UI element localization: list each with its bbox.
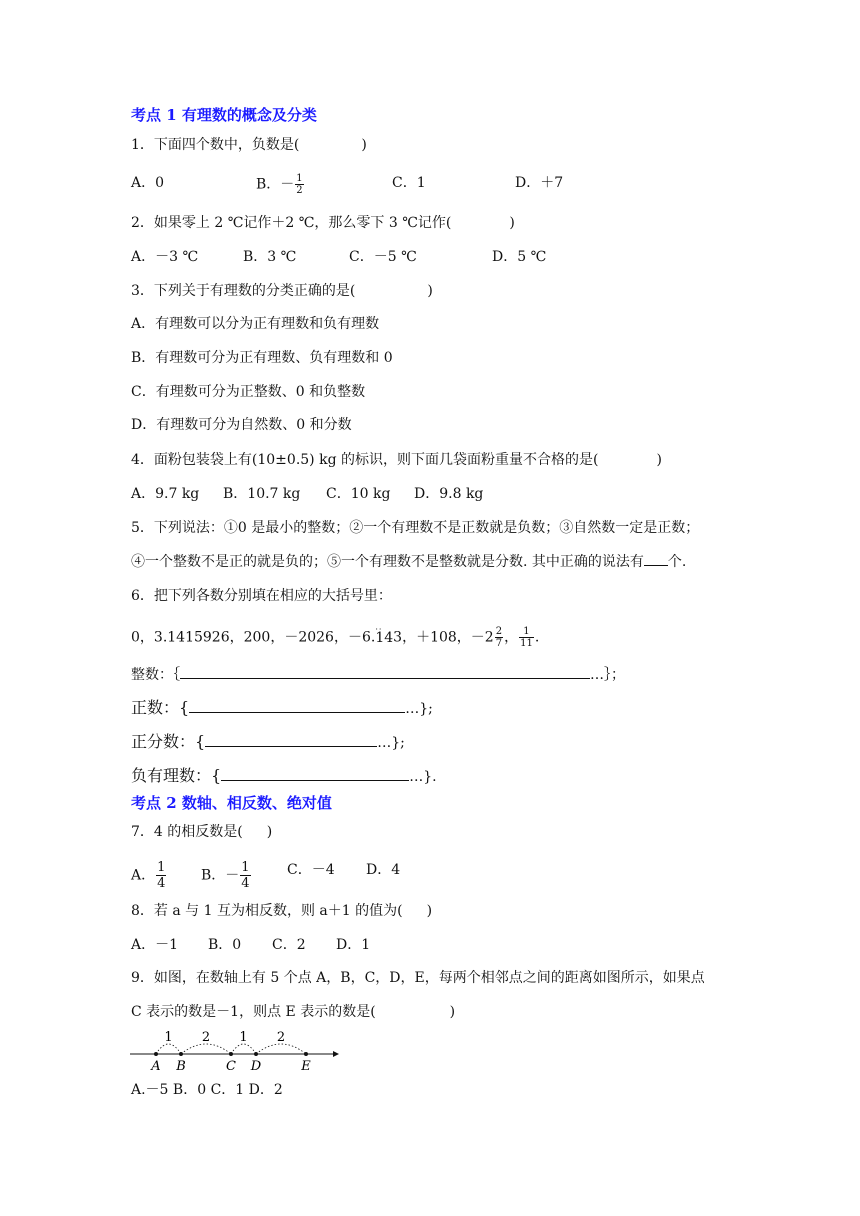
gap-arc-2 bbox=[181, 1044, 231, 1054]
number-line-arrow bbox=[333, 1051, 339, 1057]
question-1-text: 1．下面四个数中，负数是( bbox=[131, 137, 300, 153]
question-3-option-a: A．有理数可以分为正有理数和负有理数 bbox=[131, 316, 380, 332]
question-6-positive-fractions-row: 正分数：{ …}; bbox=[131, 732, 405, 751]
point-label-c: C bbox=[226, 1059, 236, 1074]
question-9-line-1: 9．如图，在数轴上有 5 个点 A，B，C，D，E，每两个相邻点之间的距离如图所示，如果点 bbox=[131, 970, 705, 986]
question-7-option-b: B．－ $\frac{1}{4}$ bbox=[201, 860, 250, 891]
question-7-close: ) bbox=[266, 824, 273, 840]
question-2-option-d: D．5 ℃ bbox=[492, 249, 547, 265]
positive-fractions-answer-blank[interactable] bbox=[205, 732, 377, 747]
question-8-close: ) bbox=[426, 903, 433, 919]
negative-rationals-answer-blank[interactable] bbox=[221, 766, 409, 781]
number-line-figure bbox=[128, 1024, 340, 1076]
question-8-text: 8．若 a 与 1 互为相反数，则 a＋1 的值为( bbox=[131, 903, 403, 919]
question-9-options: A.－5 B．0 C．1 D．2 bbox=[131, 1082, 283, 1098]
question-5-line-1: 5．下列说法：①0 是最小的整数；②一个有理数不是正数就是负数；③自然数一定是正数； bbox=[131, 520, 700, 536]
question-4-option-c: C．10 kg bbox=[326, 486, 391, 502]
point-label-d: D bbox=[250, 1059, 262, 1074]
question-7-option-a: A． $\frac{1}{4}$ bbox=[131, 860, 166, 891]
question-7-text: 7．4 的相反数是( bbox=[131, 824, 243, 840]
question-2-stem bbox=[131, 213, 515, 233]
question-2-option-a: A．－3 ℃ bbox=[131, 249, 199, 265]
question-1-option-d: D．＋7 bbox=[515, 175, 564, 191]
gap-label-3: 1 bbox=[239, 1030, 248, 1045]
question-8-option-c: C．2 bbox=[272, 937, 306, 953]
question-3-option-b: B．有理数可分为正有理数、负有理数和 0 bbox=[131, 350, 393, 366]
question-8-option-b: B．0 bbox=[208, 937, 242, 953]
question-4-option-a: A．9.7 kg bbox=[131, 486, 200, 502]
point-c bbox=[229, 1052, 233, 1056]
question-5-answer-blank[interactable] bbox=[644, 551, 668, 566]
integers-answer-blank[interactable] bbox=[180, 664, 590, 679]
section-title-1: 考点 1 有理数的概念及分类 bbox=[131, 106, 317, 124]
question-9-line-2: C 表示的数是－1，则点 E 表示的数是( ) bbox=[131, 1004, 456, 1020]
question-4-option-b: B．10.7 kg bbox=[223, 486, 301, 502]
question-2-option-c: C．－5 ℃ bbox=[349, 249, 417, 265]
point-d bbox=[254, 1052, 258, 1056]
question-6-negative-rationals-row: 负有理数：{ …}. bbox=[131, 766, 437, 785]
question-1-option-c: C．1 bbox=[392, 175, 426, 191]
point-label-b: B bbox=[176, 1059, 186, 1074]
gap-arc-3 bbox=[231, 1044, 256, 1054]
question-8-stem bbox=[131, 901, 432, 921]
point-label-a: A bbox=[151, 1059, 161, 1074]
question-6-integers-row: 整数：｛ …｝； bbox=[131, 664, 625, 685]
question-8-option-a: A．－1 bbox=[131, 937, 179, 953]
positives-answer-blank[interactable] bbox=[189, 698, 405, 713]
point-e bbox=[304, 1052, 308, 1056]
question-7-option-c: C．－4 bbox=[287, 862, 335, 878]
question-4-stem bbox=[131, 450, 662, 470]
question-3-close: ) bbox=[427, 283, 433, 299]
gap-arc-4 bbox=[256, 1044, 306, 1054]
section-title-2: 考点 2 数轴、相反数、绝对值 bbox=[131, 794, 332, 812]
question-4-text: 4．面粉包装袋上有(10±0.5) kg 的标识，则下面几袋面粉重量不合格的是( bbox=[131, 452, 599, 468]
gap-arc-1 bbox=[156, 1044, 181, 1054]
question-1-close: ) bbox=[361, 137, 367, 153]
question-1-option-a: A．0 bbox=[131, 175, 165, 191]
question-7-option-d: D．4 bbox=[366, 862, 401, 878]
gap-label-4: 2 bbox=[276, 1030, 286, 1045]
question-3-stem bbox=[131, 281, 433, 301]
question-6-positives-row: 正数：{ …}; bbox=[131, 698, 433, 717]
question-1-stem bbox=[131, 135, 367, 155]
point-b bbox=[179, 1052, 183, 1056]
question-8-option-d: D．1 bbox=[336, 937, 371, 953]
question-5-line-2: ④一个整数不是正的就是负的；⑤一个有理数不是整数就是分数. 其中正确的说法有 个. bbox=[131, 551, 686, 572]
question-2-close: ) bbox=[509, 215, 515, 231]
question-4-close: ) bbox=[656, 452, 662, 468]
point-a bbox=[154, 1052, 158, 1056]
gap-label-1: 1 bbox=[164, 1030, 173, 1045]
question-3-option-d: D．有理数可分为自然数、0 和分数 bbox=[131, 417, 352, 433]
question-2-text: 2．如果零上 2 ℃记作＋2 ℃，那么零下 3 ℃记作( bbox=[131, 215, 452, 231]
question-1-option-b: B．－ $\frac{1}{2}$ bbox=[256, 173, 303, 196]
question-2-option-b: B．3 ℃ bbox=[243, 249, 297, 265]
question-4-option-d: D．9.8 kg bbox=[414, 486, 484, 502]
question-7-stem bbox=[131, 822, 272, 842]
question-3-option-c: C．有理数可分为正整数、0 和负整数 bbox=[131, 384, 366, 400]
gap-label-2: 2 bbox=[201, 1030, 211, 1045]
question-6-stem: 6．把下列各数分别填在相应的大括号里： bbox=[131, 588, 392, 604]
question-3-text: 3．下列关于有理数的分类正确的是( bbox=[131, 283, 356, 299]
point-label-e: E bbox=[301, 1059, 311, 1074]
question-6-numbers: 0，3.1415926，200，－2026，－6.·· 143，＋108，－2 $\frac{2}{7}$ ， $\frac{1}{11}$ . bbox=[131, 626, 539, 649]
